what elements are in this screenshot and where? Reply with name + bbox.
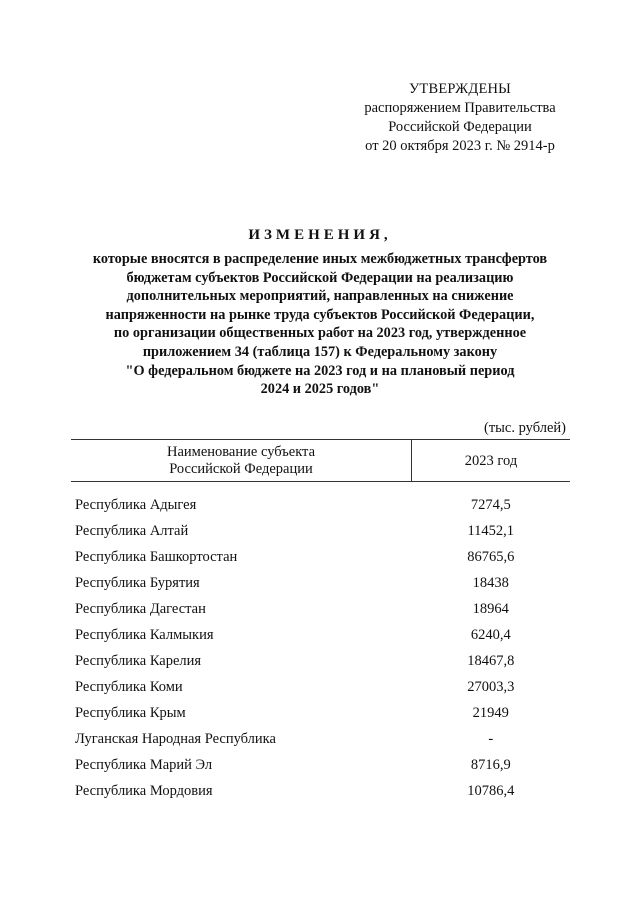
row-subject-name: Республика Коми (75, 678, 183, 695)
table-row (71, 544, 570, 570)
table-row (71, 596, 570, 622)
row-subject-name: Республика Адыгея (75, 496, 197, 513)
row-value: 8716,9 (470, 756, 511, 773)
row-subject-name: Республика Алтай (75, 522, 189, 539)
distribution-table (71, 439, 570, 804)
row-subject-name: Республика Калмыкия (75, 626, 214, 643)
row-value: 18438 (472, 574, 509, 591)
row-value: 18964 (472, 600, 509, 617)
approval-heading: УТВЕРЖДЕНЫ (408, 81, 512, 97)
table-row (71, 570, 570, 596)
row-value: 21949 (472, 704, 509, 721)
document-subtitle (60, 250, 580, 399)
table-row (71, 674, 570, 700)
row-value: 27003,3 (467, 678, 515, 695)
row-value: 11452,1 (467, 522, 515, 539)
row-subject-name: Республика Бурятия (75, 574, 200, 591)
table-header (71, 440, 570, 482)
row-value: - (488, 730, 494, 747)
row-subject-name: Республика Карелия (75, 652, 202, 669)
approval-line: Российской Федерации (388, 119, 532, 135)
row-value: 7274,5 (470, 496, 511, 513)
approval-date-number: от 20 октября 2023 г. № 2914-р (365, 138, 555, 154)
header-year: 2023 год (412, 440, 571, 482)
row-subject-name: Республика Дагестан (75, 600, 206, 617)
header-subject-line: Российской Федерации (169, 461, 313, 477)
row-value: 18467,8 (467, 652, 515, 669)
row-subject-name: Республика Крым (75, 704, 186, 721)
subtitle-line: приложением 34 (таблица 157) к Федеральному закону (142, 343, 498, 360)
row-value: 6240,4 (470, 626, 511, 643)
row-subject-name: Республика Марий Эл (75, 756, 213, 773)
subtitle-line: которые вносятся в распределение иных межбюджетных трансфертов (92, 251, 548, 267)
row-value: 86765,6 (467, 548, 515, 565)
subtitle-line: дополнительных мероприятий, направленных на снижение (126, 288, 514, 305)
subtitle-line: напряженности на рынке труда субъектов Российской Федерации, (105, 306, 535, 323)
row-subject-name: Республика Башкортостан (75, 548, 238, 565)
table-row (71, 726, 570, 752)
subtitle-line: по организации общественных работ на 2023 год, утвержденное (113, 325, 527, 342)
table-row (71, 622, 570, 648)
table-row (71, 518, 570, 544)
row-subject-name: Республика Мордовия (75, 782, 213, 799)
header-subject-name (71, 440, 412, 482)
approval-block (330, 80, 590, 156)
subtitle-line: бюджетам субъектов Российской Федерации на реализацию (126, 269, 514, 286)
table-body (71, 482, 570, 805)
subtitle-line: "О федеральном бюджете на 2023 год и на плановый период (125, 362, 515, 379)
header-subject-line: Наименование субъекта (166, 444, 316, 460)
document-title: ИЗМЕНЕНИЯ, (248, 227, 392, 243)
table-row (71, 700, 570, 726)
table-row (71, 778, 570, 804)
approval-line: распоряжением Правительства (364, 100, 556, 116)
units-label: (тыс. рублей) (484, 420, 566, 436)
row-subject-name: Луганская Народная Республика (75, 730, 276, 747)
row-value: 10786,4 (467, 782, 515, 799)
subtitle-line: 2024 и 2025 годов" (260, 381, 380, 398)
table-header-row (71, 440, 570, 482)
table-row (71, 752, 570, 778)
table-row (71, 482, 570, 519)
table-row (71, 648, 570, 674)
